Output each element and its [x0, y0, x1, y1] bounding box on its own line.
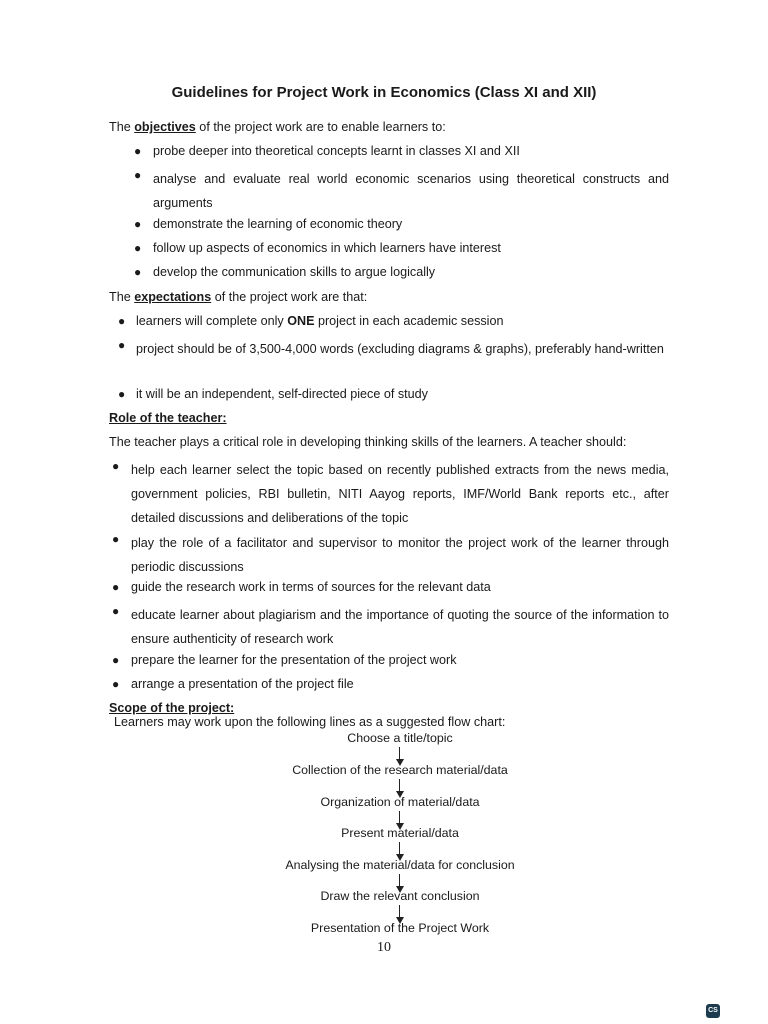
objectives-intro: [109, 119, 446, 135]
expectation-item-pre: learners will complete only: [136, 314, 288, 328]
teacher-intro: The teacher plays a critical role in developing thinking skills of the learners. A teacher should:: [109, 435, 627, 449]
flow-step: Organization of material/data: [320, 795, 480, 809]
expectation-item: it will be an independent, self-directed piece of study: [136, 387, 428, 401]
bullet-icon: ●: [118, 387, 126, 401]
page-number: 10: [377, 940, 391, 955]
bullet-icon: ●: [112, 532, 120, 546]
page-title: Guidelines for Project Work in Economics (Class XI and XII): [171, 84, 597, 101]
teacher-item: help each learner select the topic based on recently published extracts from the news media, government policies, RBI bulletin, NITI Aayog reports, IMF/World Bank reports etc., after detailed discussions and deliberations of the topic: [131, 463, 669, 525]
flow-step: Choose a title/topic: [347, 731, 453, 745]
scope-heading: Scope of the project:: [109, 701, 235, 715]
objective-item: follow up aspects of economics in which learners have interest: [153, 241, 501, 255]
bullet-icon: ●: [112, 653, 120, 667]
camscanner-logo-icon: CS: [706, 1004, 720, 1018]
bullet-icon: ●: [112, 580, 120, 594]
flow-step: Presentation of the Project Work: [310, 921, 490, 935]
expectation-item-bold: ONE: [287, 314, 315, 328]
bullet-icon: ●: [112, 459, 120, 473]
objectives-keyword: objectives: [134, 120, 196, 134]
bullet-icon: ●: [118, 314, 126, 328]
teacher-item: play the role of a facilitator and supervisor to monitor the project work of the learner through periodic discussions: [131, 536, 669, 574]
bullet-icon: ●: [134, 144, 142, 158]
flow-step: Collection of the research material/data: [292, 763, 508, 777]
expectation-item: project should be of 3,500-4,000 words (excluding diagrams & graphs), preferably hand-written: [136, 342, 664, 356]
bullet-icon: ●: [134, 265, 142, 279]
teacher-item: educate learner about plagiarism and the importance of quoting the source of the information to ensure authenticity of research work: [131, 608, 669, 646]
teacher-item: guide the research work in terms of sources for the relevant data: [131, 580, 491, 594]
objectives-intro-post: of the project work are to enable learners to:: [195, 120, 446, 134]
bullet-icon: ●: [118, 338, 126, 352]
expectations-keyword: expectations: [134, 290, 212, 304]
teacher-item: arrange a presentation of the project file: [131, 677, 354, 691]
bullet-icon: ●: [134, 168, 142, 182]
teacher-heading: Role of the teacher:: [109, 411, 227, 425]
objective-item: demonstrate the learning of economic theory: [153, 217, 403, 231]
expectation-item: [136, 313, 669, 329]
bullet-icon: ●: [134, 217, 142, 231]
expectations-intro-pre: The: [109, 290, 135, 304]
objective-item: analyse and evaluate real world economic scenarios using theoretical constructs and arguments: [153, 172, 669, 210]
bullet-icon: ●: [112, 604, 120, 618]
flow-step: Analysing the material/data for conclusion: [285, 858, 515, 872]
flow-step: Present material/data: [341, 826, 459, 840]
scope-intro: Learners may work upon the following lines as a suggested flow chart:: [114, 715, 506, 729]
expectation-item-post: project in each academic session: [314, 314, 504, 328]
teacher-item: prepare the learner for the presentation of the project work: [131, 653, 457, 667]
objective-item: probe deeper into theoretical concepts learnt in classes XI and XII: [153, 144, 520, 158]
objectives-intro-pre: The: [109, 120, 135, 134]
bullet-icon: ●: [112, 677, 120, 691]
flow-step: Draw the relevant conclusion: [320, 889, 480, 903]
expectations-intro: [109, 289, 367, 305]
expectations-intro-post: of the project work are that:: [211, 290, 368, 304]
objective-item: develop the communication skills to argue logically: [153, 265, 436, 279]
bullet-icon: ●: [134, 241, 142, 255]
